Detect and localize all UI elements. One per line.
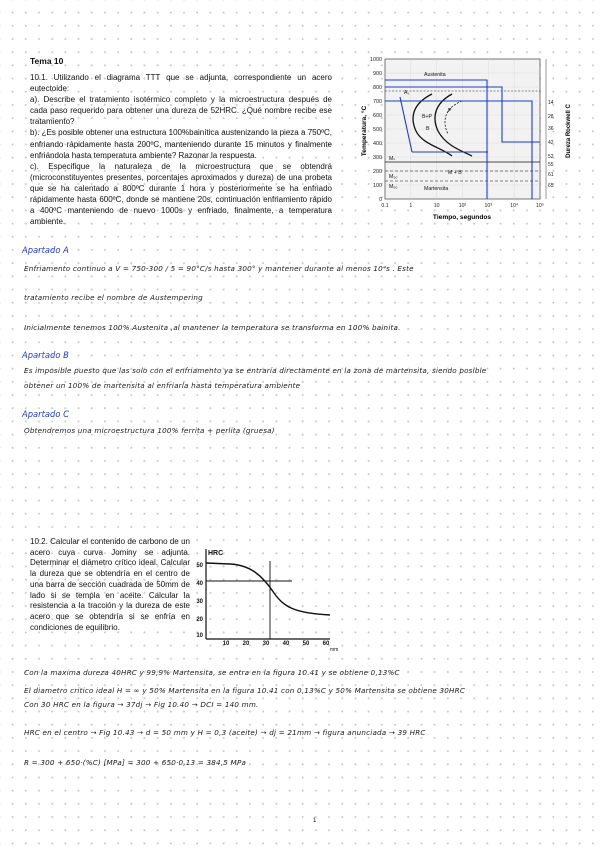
hrc-tick: 36 — [548, 126, 554, 132]
ttt-y-tick: 600 — [373, 113, 382, 119]
ttt-y-tick: 500 — [373, 127, 382, 133]
jominy-y-tick: 20 — [196, 617, 203, 623]
problem1-part-c: c). Especifique la naturaleza de la microestructura que se obtendrá (microconstituyentes presentes, porcentajes aproximados y dureza) de una probeta que se ha calentado a 800ºC durante 1 hora y posteriormente se ha enfriado rápidamente hasta 600ºC, donde se mantiene 20s, continuación enfriamiento rápido a 400ºC manteniendo de nuevo 1000s y enfriado, finalmente, a temperatura ambiente. — [30, 161, 332, 227]
jominy-x-tick: 40 — [282, 641, 290, 647]
problem1-part-b: b). ¿Es posible obtener una estructura 100%bainítica austenizando la pieza a 750ºC, enfriando rápidamente hasta 200ºC, manteniendo durante 15 minutos y finalmente enfriándola hasta temperatura ambiente? Razonar la respuesta. — [30, 128, 332, 160]
ttt-y-tick: 800 — [373, 85, 382, 91]
ttt-y-tick: 1000 — [370, 57, 382, 63]
jominy-y-tick: 50 — [196, 563, 203, 569]
ttt-y-tick: 700 — [373, 99, 382, 105]
heading-apartado-c: Apartado C — [22, 409, 69, 419]
hrc-tick: 42 — [548, 140, 554, 146]
ttt-y-tick: 100 — [373, 183, 382, 189]
ttt-x-tick: 0.1 — [381, 203, 389, 209]
label-austenite: Austenita — [424, 72, 446, 78]
heading-apartado-b: Apartado B — [22, 350, 69, 360]
jominy-x-tick: 10 — [222, 641, 230, 647]
problem1-intro: 10.1. Utilizando el diagrama TTT que se adjunta, correspondiente un acero eutectoide: — [30, 73, 332, 94]
hrc-tick: 28 — [548, 114, 554, 120]
problem1-statement — [30, 72, 332, 227]
label-a1: A₁ — [404, 90, 410, 96]
ttt-y-tick: 0 — [379, 197, 382, 203]
ttt-y2-label: Dureza Rockwell C — [566, 104, 572, 158]
label-b: B — [426, 126, 430, 132]
ttt-y-tick: 200 — [373, 169, 382, 175]
answer-c-line1: Obtendremos una microestructura 100% ferrita + perlita (gruesa) — [24, 426, 275, 435]
hrc-tick: 61 — [548, 172, 554, 178]
label-p: P — [448, 108, 452, 114]
label-ms: Mₛ — [389, 156, 396, 162]
answer2-line1: Con la maxima dureza 40HRC y 99,9% Martensita, se entra en la figura 10.41 y se obtiene 0,13%C — [24, 668, 400, 677]
label-m90: M₉₀ — [389, 184, 398, 190]
jominy-x-tick: 60 — [322, 641, 330, 647]
jominy-y-tick: 40 — [196, 581, 203, 587]
label-m50: M₅₀ — [389, 174, 398, 180]
jominy-x-tick: 50 — [302, 641, 310, 647]
jominy-x-tick: 20 — [242, 641, 250, 647]
jominy-y-label: HRC — [208, 550, 224, 557]
ttt-y-tick: 900 — [373, 71, 382, 77]
jominy-x-unit: mm — [330, 647, 339, 651]
answer-a-line2: tratamiento recibe el nombre de Austempering — [24, 293, 203, 302]
ttt-x-tick: 10⁵ — [536, 203, 544, 209]
answer-a-line1: Enfriamento continuo a V = 750-300 / 5 = 90°C/s hasta 300° y mantener durante al menos 10⁴s . Este — [24, 264, 414, 273]
ttt-x-tick: 10⁴ — [510, 203, 519, 209]
ttt-x-tick: 10³ — [484, 203, 493, 209]
hrc-tick: 55 — [548, 162, 554, 168]
problem1-part-a: a). Describe el tratamiento isotérmico completo y la microestructura después de cada paso requerido para obtener una dureza de 52HRC. ¿Qué nombre recibe ese tratamiento? — [30, 95, 332, 127]
ttt-diagram — [352, 56, 577, 232]
answer2-line3: Con 30 HRC en la figura → 37dj → Fig 10.40 → DCI = 140 mm. — [24, 700, 259, 709]
answer-a-line3: Inicialmente tenemos 100% Austenita ,al mantener la temperatura se transforma en 100% bainita. — [24, 323, 401, 332]
heading-apartado-a: Apartado A — [22, 245, 69, 255]
answer-b-line1: Es imposible puesto que las solo con el enfriamento ya se entraría directamente en la zona de martensita, siendo posible — [24, 366, 487, 375]
answer-b-line2: obtener un 100% de martensita al enfriarla hasta temperatura ambiente — [24, 381, 301, 390]
page-number: 1 — [313, 818, 317, 824]
ttt-x-label: Tiempo, segundos — [432, 214, 492, 221]
ttt-y-tick: 300 — [373, 155, 382, 161]
jominy-curve — [206, 563, 330, 615]
hrc-tick: 65 — [548, 183, 554, 189]
ttt-y-label: Temperatura, °C — [361, 105, 368, 157]
problem2-statement: 10.2. Calcular el contenido de carbono de un acero cuya curva Jominy se adjunta. Determinar el diámetro crítico ideal. Calcular la dureza que se obtendría en el centro de una barra de sección cuadrada de 50mm de lado si se templa en aceite. Calcular la resistencia a la tracción y la dureza de este acero que se obtendría si se enfría en condiciones de equilibrio. — [30, 537, 190, 632]
jominy-y-tick: 30 — [196, 599, 203, 605]
label-martensite: Martensita — [424, 186, 449, 192]
label-bp: B+P — [422, 114, 432, 120]
answer2-line5: R = 300 + 650·(%C) [MPa] = 300 + 650·0,13 = 384,5 MPa — [24, 758, 247, 767]
answer2-line2: El diametro critico ideal H = ∞ y 50% Martensita en la figura 10.41 con 0,13%C y 50% Martensita se obtiene 30HRC — [24, 686, 466, 695]
answer2-line4: HRC en el centro → Fig 10.43 → d = 50 mm y H = 0,3 (aceite) → dj = 21mm → figura anunciada → 39 HRC — [24, 728, 426, 737]
ttt-x-tick: 10 — [433, 203, 440, 209]
ttt-x-tick: 1 — [409, 203, 413, 209]
jominy-curve-sketch — [190, 541, 340, 651]
ttt-y-tick: 400 — [373, 141, 382, 147]
problem-title: Tema 10 — [30, 56, 64, 66]
ttt-x-tick: 10² — [458, 203, 467, 209]
jominy-x-tick: 30 — [262, 641, 270, 647]
hrc-tick: 52 — [548, 154, 554, 160]
jominy-y-tick: 10 — [196, 633, 203, 639]
label-m-plus-b: M + B — [448, 170, 462, 176]
hrc-tick: 14 — [548, 100, 554, 106]
